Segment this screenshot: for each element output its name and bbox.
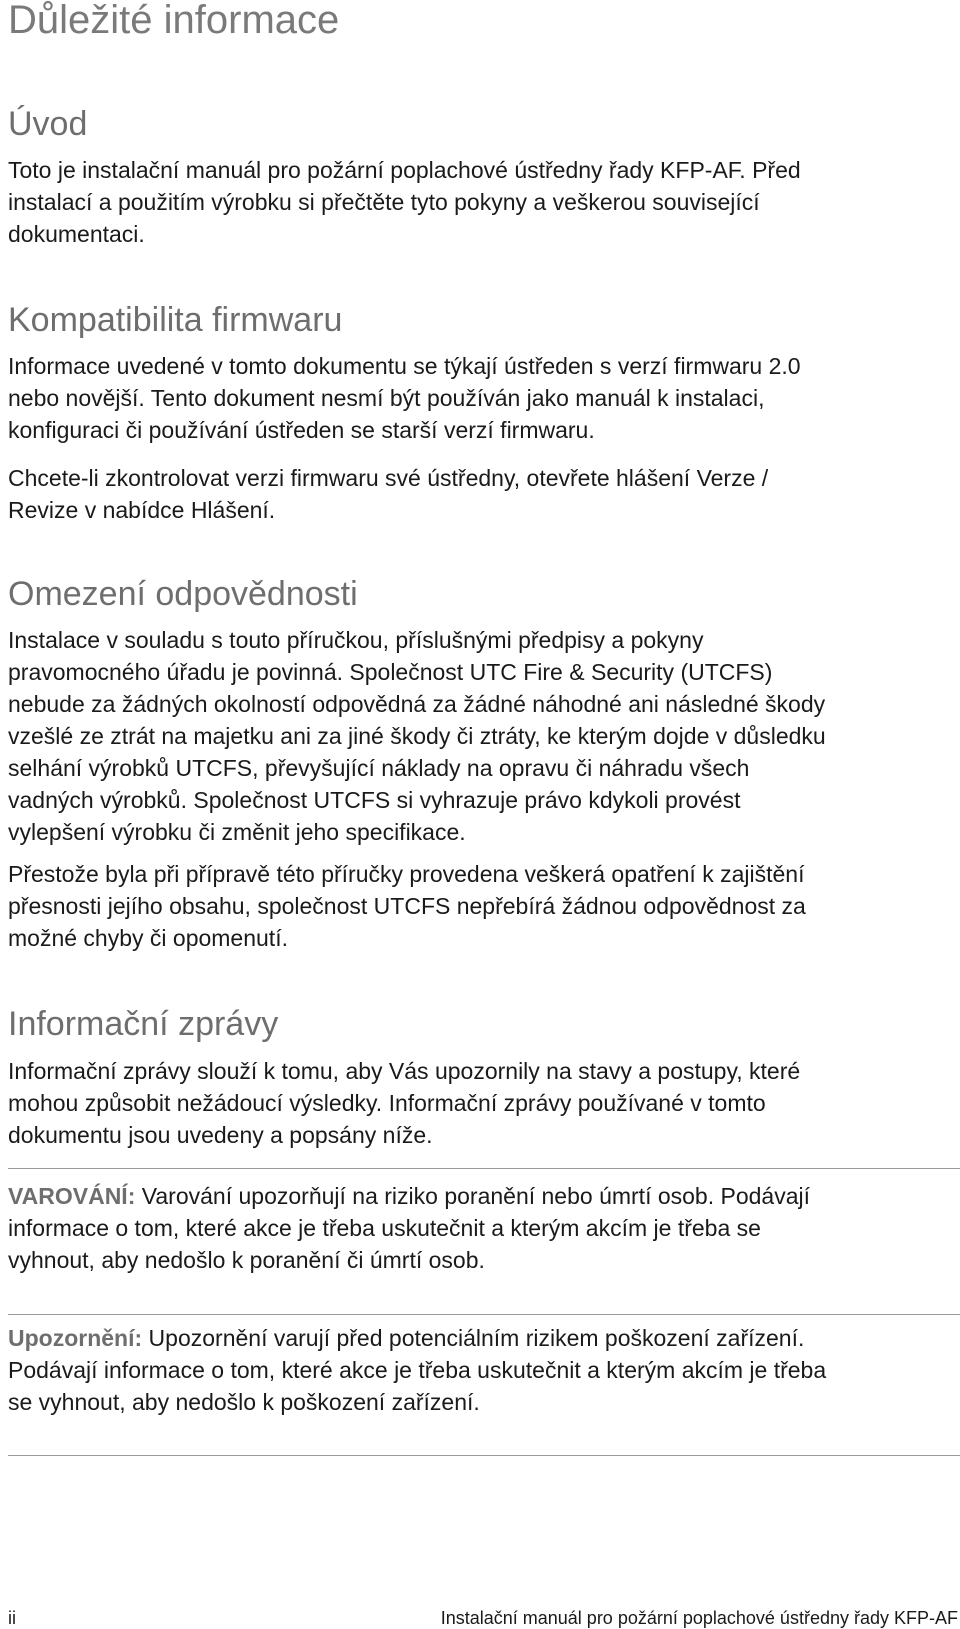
liability-line: možné chyby či opomenutí. xyxy=(8,925,288,951)
warning-line: vyhnout, aby nedošlo k poranění či úmrtí osob. xyxy=(8,1247,485,1273)
section-heading-liability: Omezení odpovědnosti xyxy=(8,575,358,613)
section-heading-intro: Úvod xyxy=(8,105,88,143)
liability-line: nebude za žádných okolností odpovědná za žádné náhodné ani následné škody xyxy=(8,691,826,717)
divider xyxy=(8,1168,960,1169)
footer-page-number: ii xyxy=(8,1608,16,1628)
firmware-paragraph-2 xyxy=(8,462,958,526)
caution-label: Upozornění: xyxy=(8,1325,143,1351)
divider xyxy=(8,1455,960,1456)
intro-line: Toto je instalační manuál pro požární poplachové ústředny řady KFP-AF. Před xyxy=(8,157,801,183)
intro-line: dokumentaci. xyxy=(8,221,145,247)
liability-paragraph-1 xyxy=(8,624,958,848)
liability-line: pravomocného úřadu je povinná. Společnost UTC Fire & Security (UTCFS) xyxy=(8,659,773,685)
divider xyxy=(8,1314,960,1315)
liability-line: vylepšení výrobku či změnit jeho specifikace. xyxy=(8,819,466,845)
intro-line: instalací a použitím výrobku si přečtěte tyto pokyny a veškerou související xyxy=(8,189,760,215)
footer-doc-title: Instalační manuál pro požární poplachové ústředny řady KFP-AF xyxy=(440,1608,958,1628)
liability-line: Instalace v souladu s touto příručkou, příslušnými předpisy a pokyny xyxy=(8,627,704,653)
liability-line: vzešlé ze ztrát na majetku ani za jiné škody či ztráty, ke kterým dojde v důsledku xyxy=(8,723,826,749)
messages-line: dokumentu jsou uvedeny a popsány níže. xyxy=(8,1122,433,1148)
section-heading-messages: Informační zprávy xyxy=(8,1005,279,1043)
liability-line: vadných výrobků. Společnost UTCFS si vyhrazuje právo kdykoli provést xyxy=(8,787,741,813)
firmware-line: Revize v nabídce Hlášení. xyxy=(8,497,276,523)
section-heading-firmware: Kompatibilita firmwaru xyxy=(8,301,343,339)
liability-paragraph-2 xyxy=(8,858,958,954)
messages-paragraph xyxy=(8,1055,958,1151)
liability-line: selhání výrobků UTCFS, převyšující náklady na opravu či náhradu všech xyxy=(8,755,750,781)
firmware-line: Informace uvedené v tomto dokumentu se týkají ústředen s verzí firmwaru 2.0 xyxy=(8,353,801,379)
warning-line: informace o tom, které akce je třeba uskutečnit a kterým akcím je třeba se xyxy=(8,1215,761,1241)
firmware-paragraph-1 xyxy=(8,350,958,446)
firmware-line: Chcete-li zkontrolovat verzi firmwaru své ústředny, otevřete hlášení Verze / xyxy=(8,465,769,491)
caution-text: Upozornění varují před potenciálním rizikem poškození zařízení. xyxy=(142,1325,805,1351)
page-title: Důležité informace xyxy=(8,0,340,42)
warning-text: Varování upozorňují na riziko poranění nebo úmrtí osob. Podávají xyxy=(135,1183,811,1209)
firmware-line: konfiguraci či používání ústředen se starší verzí firmwaru. xyxy=(8,417,595,443)
warning-message xyxy=(8,1180,958,1276)
liability-line: Přestože byla při přípravě této příručky provedena veškerá opatření k zajištění xyxy=(8,861,805,887)
firmware-line: nebo novější. Tento dokument nesmí být používán jako manuál k instalaci, xyxy=(8,385,765,411)
intro-paragraph xyxy=(8,154,958,250)
liability-line: přesnosti jejího obsahu, společnost UTCFS nepřebírá žádnou odpovědnost za xyxy=(8,893,806,919)
caution-line: se vyhnout, aby nedošlo k poškození zařízení. xyxy=(8,1389,480,1415)
warning-label: VAROVÁNÍ: xyxy=(8,1183,136,1209)
messages-line: mohou způsobit nežádoucí výsledky. Informační zprávy používané v tomto xyxy=(8,1090,766,1116)
caution-message xyxy=(8,1322,958,1418)
messages-line: Informační zprávy slouží k tomu, aby Vás upozornily na stavy a postupy, které xyxy=(8,1058,801,1084)
caution-line: Podávají informace o tom, které akce je třeba uskutečnit a kterým akcím je třeba xyxy=(8,1357,827,1383)
